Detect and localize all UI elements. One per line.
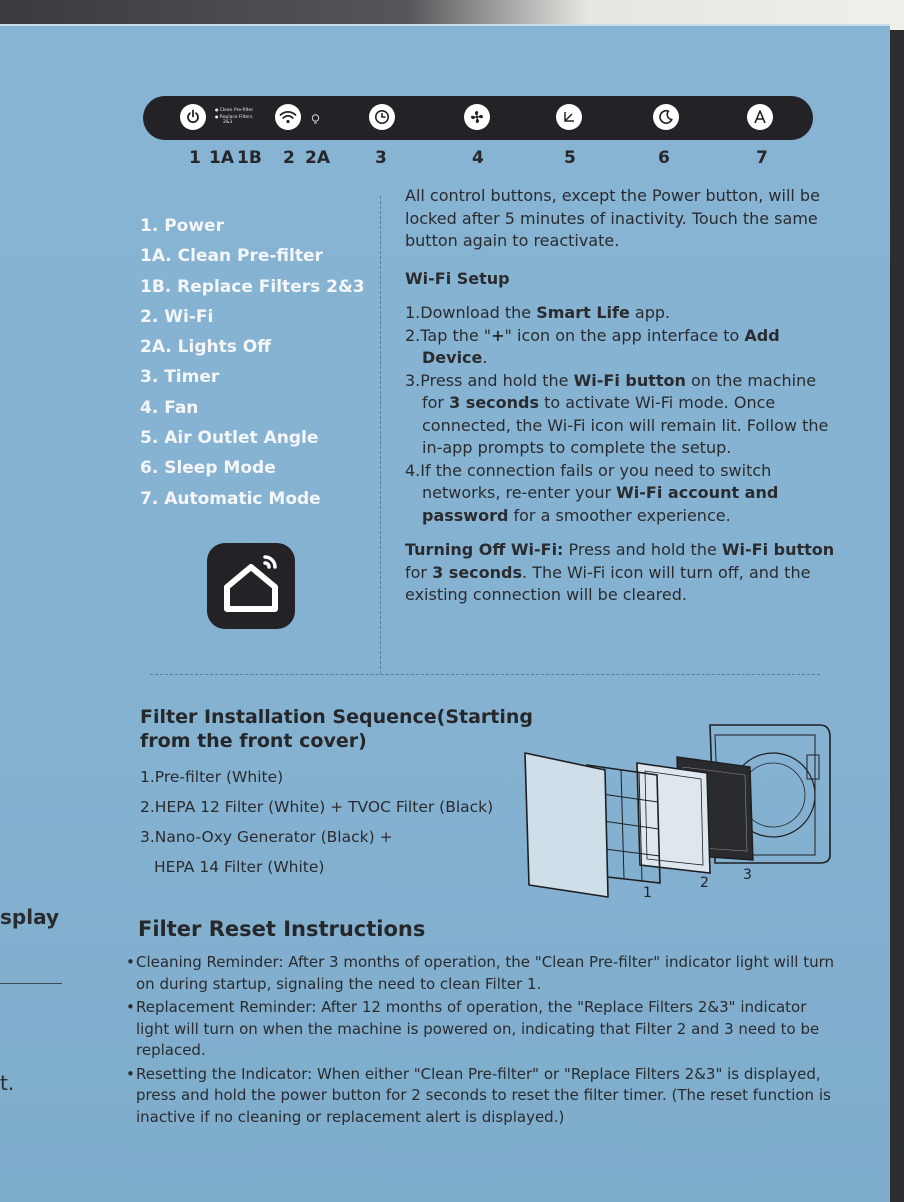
panel-number-2a: 2A <box>305 148 330 168</box>
panel-number-1a: 1A <box>209 148 234 168</box>
fan-icon <box>464 104 490 130</box>
legend-item: 3. Timer <box>140 367 220 388</box>
panel-number-4: 4 <box>472 148 484 168</box>
list-item: • Cleaning Reminder: After 3 months of operation, the "Clean Pre-filter" indicator light will turn on during startup, signaling the need to clean Filter 1. <box>126 952 836 995</box>
panel-number-5: 5 <box>564 148 576 168</box>
list-item: 1.Pre-filter (White) <box>140 768 284 786</box>
adjacent-page-fragment: splay <box>0 905 59 929</box>
wifi-turn-off-note: Turning Off Wi-Fi: Press and hold the Wi-Fi button for 3 seconds. The Wi-Fi icon will turn off, and the existing connection will be cleared. <box>405 540 835 604</box>
panel-number-1: 1 <box>189 148 201 168</box>
automatic-mode-icon <box>747 104 773 130</box>
wifi-step-4: 4.If the connection fails or you need to switch networks, re-enter your Wi-Fi account and password for a smoother experience. <box>405 460 779 525</box>
panel-number-7: 7 <box>756 148 768 168</box>
smart-life-app-icon <box>207 543 295 629</box>
list-item: HEPA 14 Filter (White) <box>154 858 325 876</box>
filter-reset-heading: Filter Reset Instructions <box>138 917 426 941</box>
adjacent-page-fragment: t. <box>0 1071 15 1095</box>
filter-installation-heading: Filter Installation Sequence(Starting from the front cover) <box>140 706 534 752</box>
legend-item: 5. Air Outlet Angle <box>140 428 319 449</box>
section-divider <box>150 674 820 675</box>
lights-off-icon <box>311 114 320 128</box>
list-item: • Replacement Reminder: After 12 months of operation, the "Replace Filters 2&3" indicator light will turn on when the machine is powered on, indicating that Filter 2 and 3 need to be replaced. <box>126 997 836 1062</box>
wifi-step-3: 3.Press and hold the Wi-Fi button on the machine for 3 seconds to activate Wi-Fi mode. Once connected, the Wi-Fi icon will remain lit. Follow the in-app prompts to complete the setup. <box>405 370 829 457</box>
wifi-step-1: 1.Download the Smart Life app. <box>405 303 671 322</box>
adjacent-page-rule <box>0 983 62 984</box>
control-panel-bar <box>143 96 813 140</box>
column-divider <box>380 196 381 674</box>
air-outlet-angle-icon <box>556 104 582 130</box>
list-item: • Resetting the Indicator: When either "Clean Pre-filter" or "Replace Filters 2&3" is displayed, press and hold the power button for 2 seconds to reset the filter timer. (The reset function is inactive if no cleaning or replacement alert is displayed.) <box>126 1064 836 1129</box>
wifi-icon <box>275 104 301 130</box>
filter-installation-list <box>140 762 493 882</box>
wifi-step-2: 2.Tap the "+" icon on the app interface to Add Device. <box>405 325 780 367</box>
wifi-setup-heading: Wi-Fi Setup <box>405 268 510 288</box>
legend-item: 1. Power <box>140 216 224 236</box>
legend-item: 2. Wi-Fi <box>140 306 214 327</box>
list-item: 3.Nano-Oxy Generator (Black) + <box>140 828 393 846</box>
diagram-label-3: 3 <box>743 867 752 883</box>
legend-item: 7. Automatic Mode <box>140 488 321 509</box>
diagram-label-2: 2 <box>700 875 709 891</box>
legend-item: 2A. Lights Off <box>140 337 271 358</box>
power-icon <box>180 104 206 130</box>
button-legend <box>140 214 365 517</box>
panel-number-6: 6 <box>658 148 670 168</box>
filter-exploded-diagram <box>515 715 835 905</box>
legend-item: 1A. Clean Pre-filter <box>140 246 323 267</box>
diagram-label-1: 1 <box>643 885 652 901</box>
filter-reset-list <box>126 952 836 1130</box>
panel-number-1b: 1B <box>237 148 262 168</box>
replace-filters-indicator-label: ● Replace Filters <box>215 114 253 121</box>
clean-prefilter-indicator-label: ● Clean Pre-filter <box>215 107 253 114</box>
panel-number-2: 2 <box>283 148 295 168</box>
legend-item: 6. Sleep Mode <box>140 458 276 479</box>
panel-number-3: 3 <box>375 148 387 168</box>
lock-note: All control buttons, except the Power button, will be locked after 5 minutes of inactivity. Touch the same button again to reactivate. <box>405 186 820 250</box>
list-item: 2.HEPA 12 Filter (White) + TVOC Filter (Black) <box>140 798 494 816</box>
legend-item: 4. Fan <box>140 397 199 418</box>
timer-icon <box>369 104 395 130</box>
indicator-labels <box>215 107 253 126</box>
legend-item: 1B. Replace Filters 2&3 <box>140 276 365 297</box>
wifi-instructions <box>405 185 835 607</box>
replace-filters-number-label: 2&3 <box>223 120 233 125</box>
sleep-mode-icon <box>653 104 679 130</box>
